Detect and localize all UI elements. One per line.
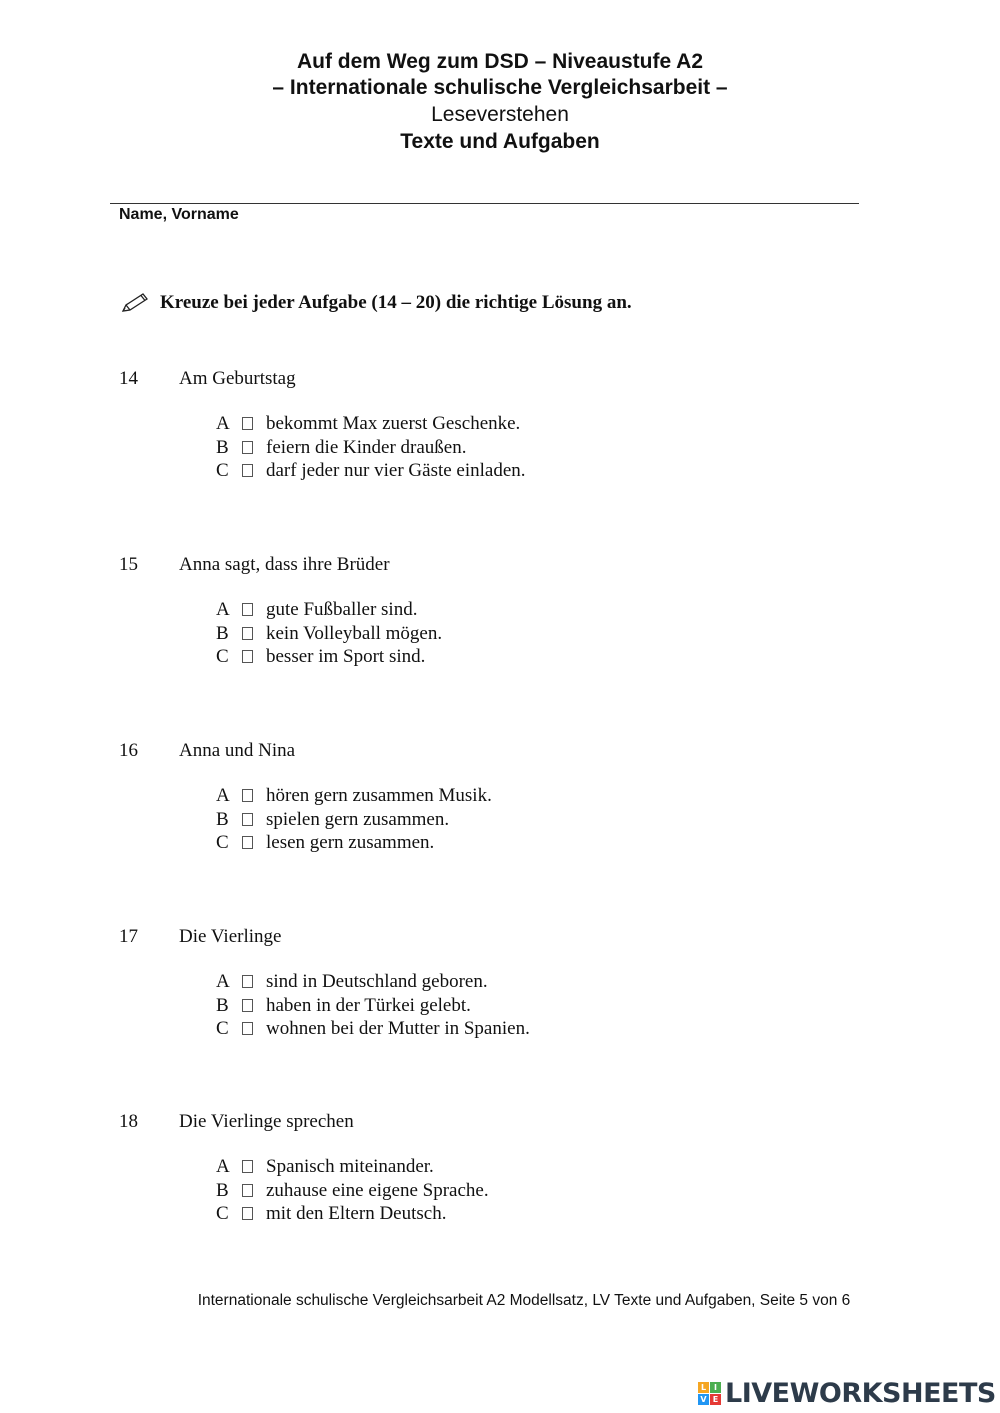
question-head [119,554,819,578]
answer-option[interactable] [216,970,530,994]
question-stem: Am Geburtstag [179,368,296,389]
answer-option[interactable] [216,436,526,460]
question-stem: Die Vierlinge [179,926,282,947]
option-list [216,1155,489,1226]
answer-option[interactable] [216,1155,489,1179]
option-text: sind in Deutschland geboren. [266,971,488,992]
option-text: feiern die Kinder draußen. [266,436,467,458]
answer-option[interactable] [216,412,526,436]
question-head [119,740,819,764]
question-stem: Anna und Nina [179,740,296,761]
answer-checkbox[interactable] [242,789,253,802]
question-number: 16 [119,740,138,761]
logo-mark [698,1382,721,1405]
option-list [216,412,526,483]
answer-checkbox[interactable] [242,999,253,1012]
answer-option[interactable] [216,645,442,669]
liveworksheets-logo [698,1378,996,1409]
option-letter: A [216,1156,230,1177]
logo-mark-letter: E [710,1394,721,1405]
answer-checkbox[interactable] [242,975,253,988]
answer-option[interactable] [216,784,492,808]
option-text: lesen gern zusammen. [266,832,435,853]
answer-checkbox[interactable] [242,1207,253,1220]
logo-text: LIVEWORKSHEETS [725,1378,996,1409]
option-letter: B [216,436,229,458]
answer-checkbox[interactable] [242,650,253,663]
option-list [216,598,442,669]
option-letter: B [216,808,229,830]
logo-mark-letter: I [710,1382,721,1393]
question-stem: Die Vierlinge sprechen [179,1111,354,1132]
option-letter: C [216,460,229,481]
question-number: 18 [119,1111,138,1132]
question-16 [119,740,819,853]
answer-option[interactable] [216,459,526,483]
option-text: gute Fußballer sind. [266,599,418,620]
option-text: bekommt Max zuerst Geschenke. [266,413,521,434]
question-17 [119,926,819,1039]
option-letter: A [216,785,230,806]
answer-option[interactable] [216,1179,489,1203]
option-letter: A [216,413,230,434]
option-letter: A [216,971,230,992]
option-text: mit den Eltern Deutsch. [266,1203,447,1224]
section-title: Texte und Aufgaben [400,130,600,153]
answer-checkbox[interactable] [242,1160,253,1173]
option-text: wohnen bei der Mutter in Spanien. [266,1018,530,1039]
option-letter: B [216,1179,229,1201]
answer-option[interactable] [216,622,442,646]
answer-checkbox[interactable] [242,1022,253,1035]
option-letter: C [216,646,229,667]
page-footer: Internationale schulische Vergleichsarbeit A2 Modellsatz, LV Texte und Aufgaben, Seite 5 von 6 [197,1292,851,1309]
option-text: Spanisch miteinander. [266,1156,434,1177]
option-list [216,784,492,855]
answer-checkbox[interactable] [242,417,253,430]
option-text: besser im Sport sind. [266,646,426,667]
question-head [119,368,819,392]
pencil-icon [120,292,150,314]
question-18 [119,1111,819,1224]
answer-checkbox[interactable] [242,464,253,477]
answer-option[interactable] [216,808,492,832]
option-letter: C [216,832,229,853]
option-text: haben in der Türkei gelebt. [266,994,471,1016]
question-number: 15 [119,554,138,575]
answer-checkbox[interactable] [242,813,253,826]
answer-option[interactable] [216,1017,530,1041]
subtitle: Leseverstehen [431,103,569,126]
logo-mark-letter: V [698,1394,709,1405]
instruction-text: Kreuze bei jeder Aufgabe (14 – 20) die richtige Lösung an. [160,292,632,313]
option-text: kein Volleyball mögen. [266,622,443,644]
question-number: 17 [119,926,138,947]
question-head [119,1111,819,1135]
answer-checkbox[interactable] [242,441,253,454]
answer-option[interactable] [216,831,492,855]
name-label: Name, Vorname [119,206,239,223]
answer-checkbox[interactable] [242,836,253,849]
question-number: 14 [119,368,138,389]
option-letter: B [216,622,229,644]
answer-checkbox[interactable] [242,603,253,616]
option-letter: B [216,994,229,1016]
title-line-2: – Internationale schulische Vergleichsarbeit – [272,76,728,99]
question-14 [119,368,819,481]
logo-mark-letter: L [698,1382,709,1393]
option-list [216,970,530,1041]
answer-checkbox[interactable] [242,1184,253,1197]
option-text: zuhause eine eigene Sprache. [266,1179,489,1201]
option-letter: C [216,1203,229,1224]
option-text: darf jeder nur vier Gäste einladen. [266,460,526,481]
question-head [119,926,819,950]
name-line[interactable] [110,203,859,204]
option-text: spielen gern zusammen. [266,808,450,830]
answer-checkbox[interactable] [242,627,253,640]
question-stem: Anna sagt, dass ihre Brüder [179,554,390,575]
title-line-1: Auf dem Weg zum DSD – Niveaustufe A2 [296,50,704,73]
answer-option[interactable] [216,994,530,1018]
instruction [120,292,632,314]
option-text: hören gern zusammen Musik. [266,785,492,806]
question-15 [119,554,819,667]
answer-option[interactable] [216,1202,489,1226]
option-letter: C [216,1018,229,1039]
answer-option[interactable] [216,598,442,622]
option-letter: A [216,599,230,620]
